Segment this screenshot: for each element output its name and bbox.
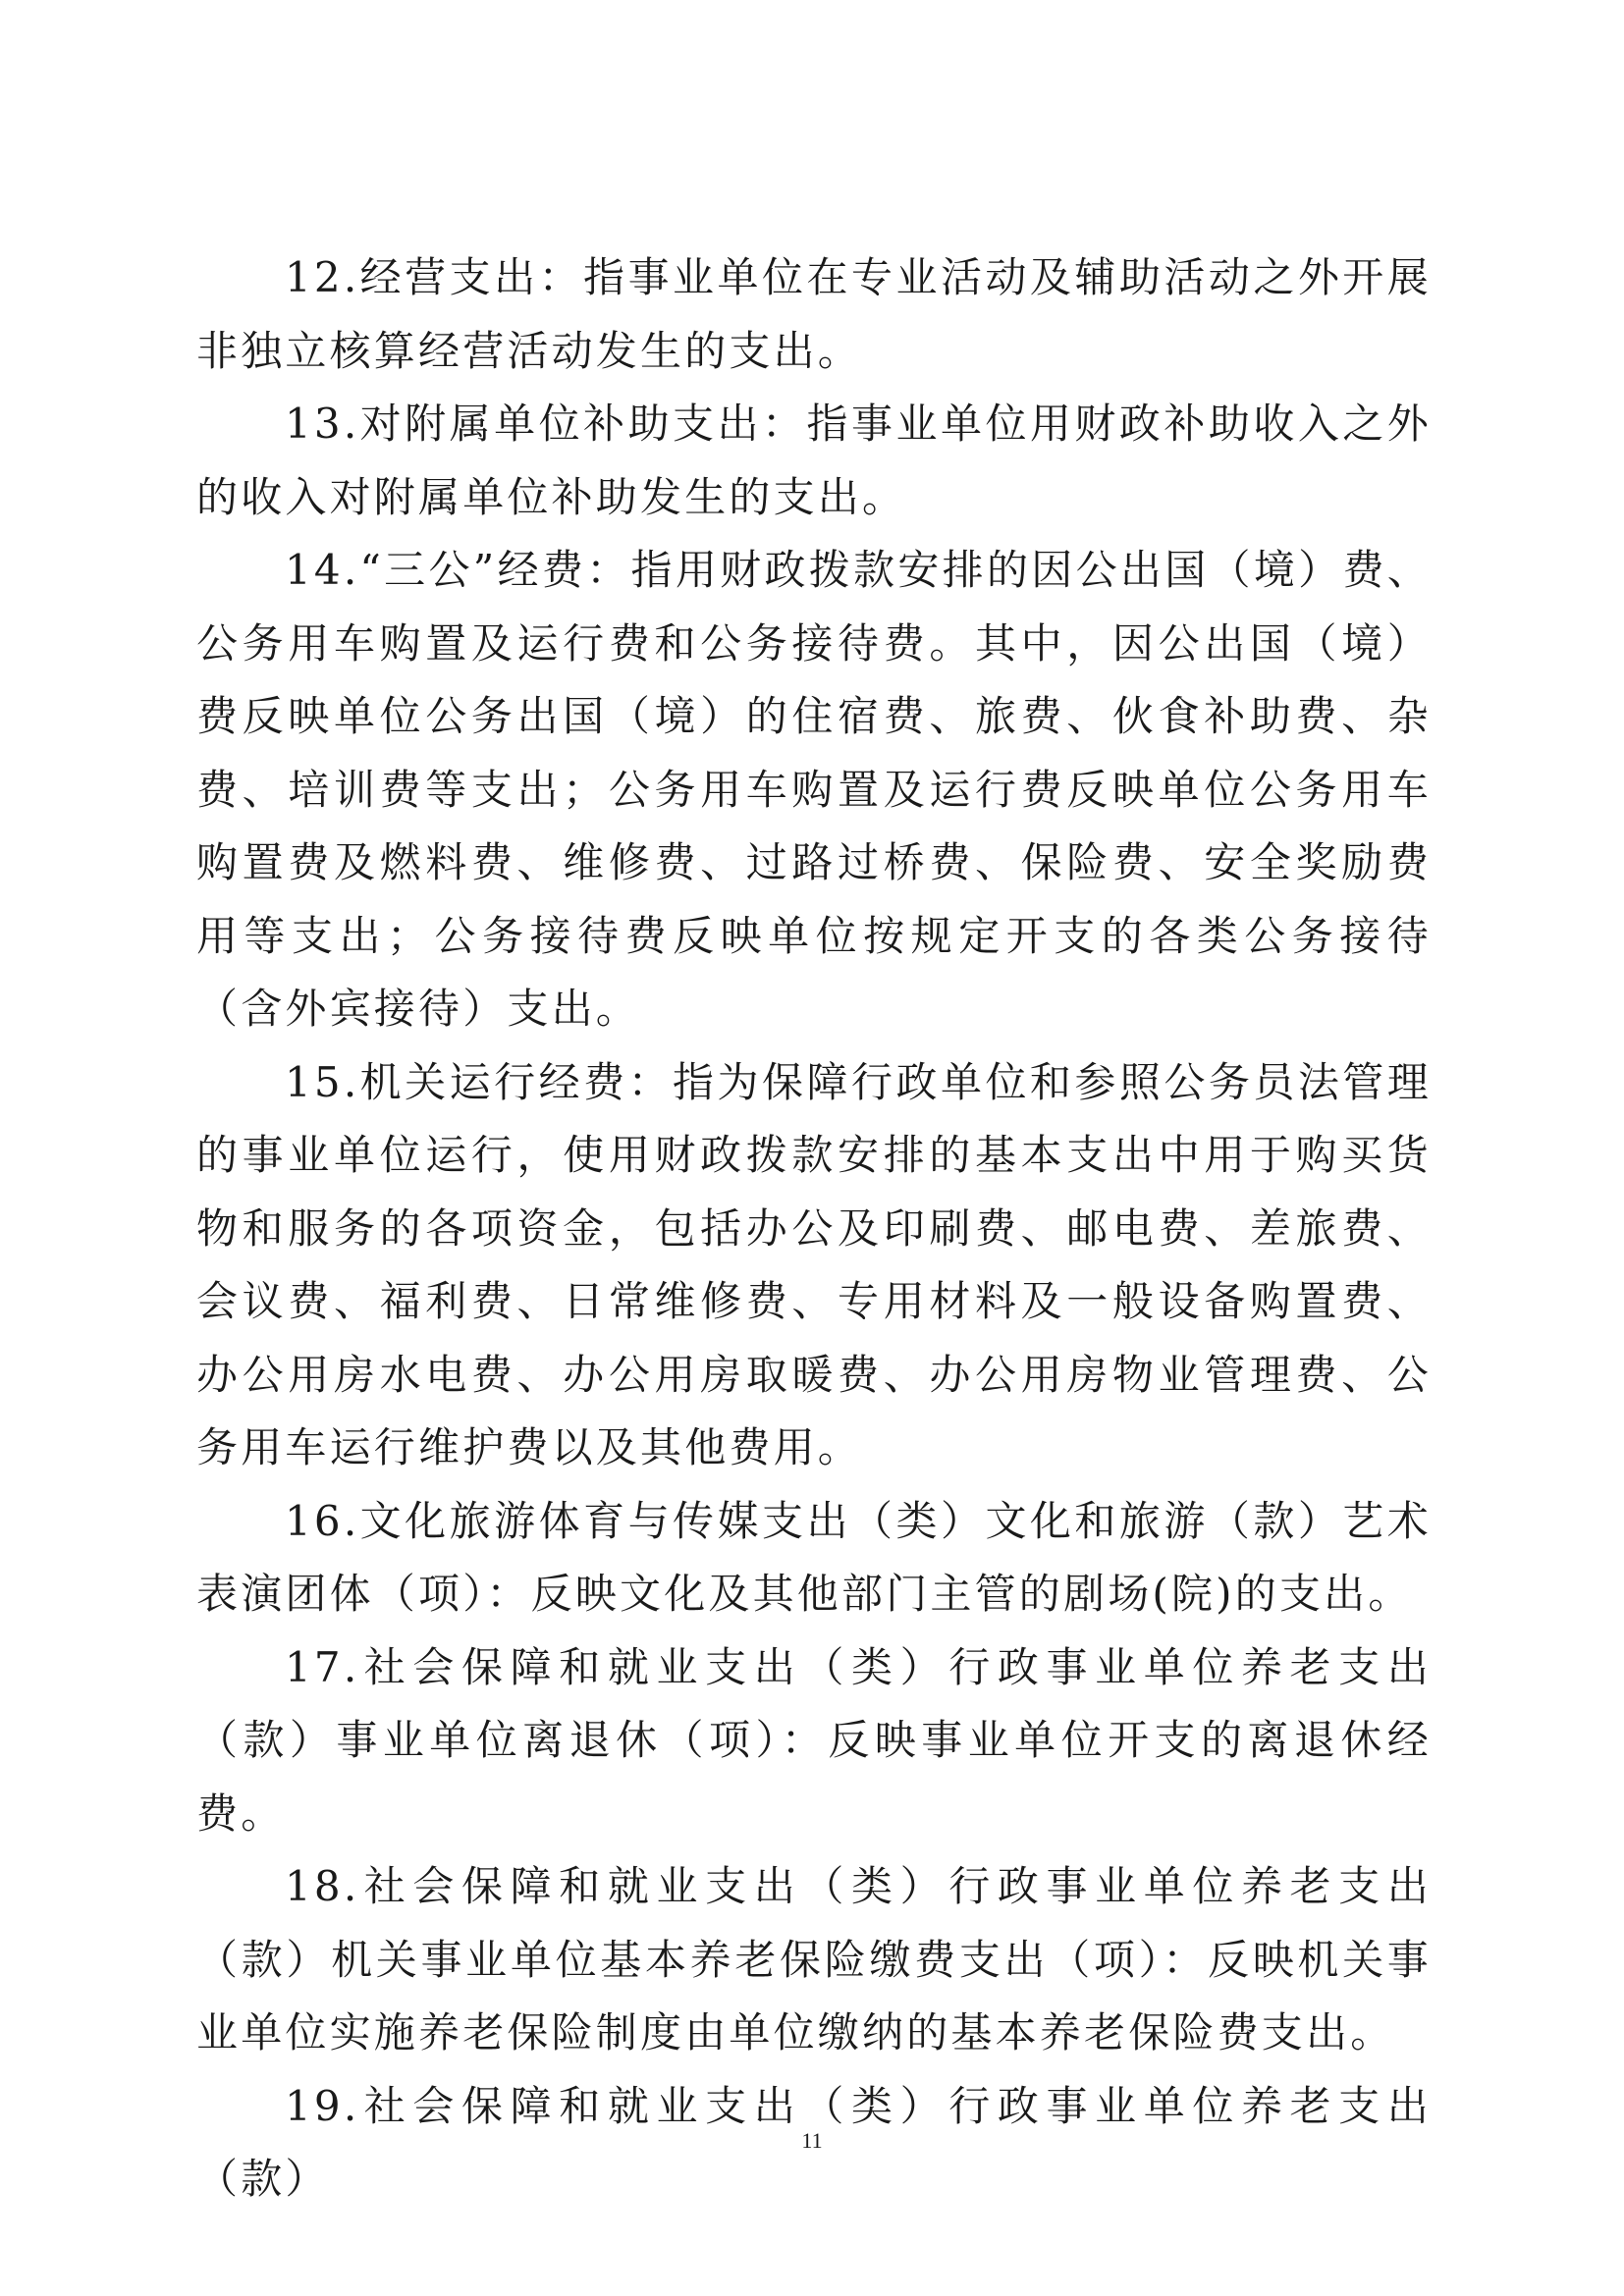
paragraph-12-operating-expenditure: 12.经营支出：指事业单位在专业活动及辅助活动之外开展非独立核算经营活动发生的支出。 [196, 253, 1432, 375]
page-number: 11 [801, 2128, 823, 2153]
paragraph-17-retirement: 17.社会保障和就业支出（类）行政事业单位养老支出（款）事业单位离退休（项）：反映事业单位开支的离退休经费。 [196, 1642, 1432, 1838]
paragraph-14-three-public-expenses: 14.“三公”经费：指用财政拨款安排的因公出国（境）费、公务用车购置及运行费和公务接待费。其中，因公出国（境）费反映单位公务出国（境）的住宿费、旅费、伙食补助费、杂费、培训费等支出；公务用车购置及运行费反映单位公务用车购置费及燃料费、维修费、过路过桥费、保险费、安全奖励费用等支出；公务接待费反映单位按规定开支的各类公务接待（含外宾接待）支出。 [196, 546, 1432, 1033]
paragraph-19-social-security: 19.社会保障和就业支出（类）行政事业单位养老支出（款） [196, 2081, 1432, 2203]
paragraph-18-pension-insurance: 18.社会保障和就业支出（类）行政事业单位养老支出（款）机关事业单位基本养老保险缴费支出（项）：反映机关事业单位实施养老保险制度由单位缴纳的基本养老保险费支出。 [196, 1862, 1432, 2056]
paragraph-16-culture-tourism: 16.文化旅游体育与传媒支出（类）文化和旅游（款）艺术表演团体（项）：反映文化及其他部门主管的剧场(院)的支出。 [196, 1496, 1432, 1618]
paragraph-13-subsidiary-subsidy: 13.对附属单位补助支出：指事业单位用财政补助收入之外的收入对附属单位补助发生的支出。 [196, 400, 1432, 521]
paragraph-15-agency-operating-funds: 15.机关运行经费：指为保障行政单位和参照公务员法管理的事业单位运行，使用财政拨款安排的基本支出中用于购买货物和服务的各项资金，包括办公及印刷费、邮电费、差旅费、会议费、福利费、日常维修费、专用材料及一般设备购置费、办公用房水电费、办公用房取暖费、办公用房物业管理费、公务用车运行维护费以及其他费用。 [196, 1057, 1432, 1471]
document-body [196, 241, 1432, 2216]
